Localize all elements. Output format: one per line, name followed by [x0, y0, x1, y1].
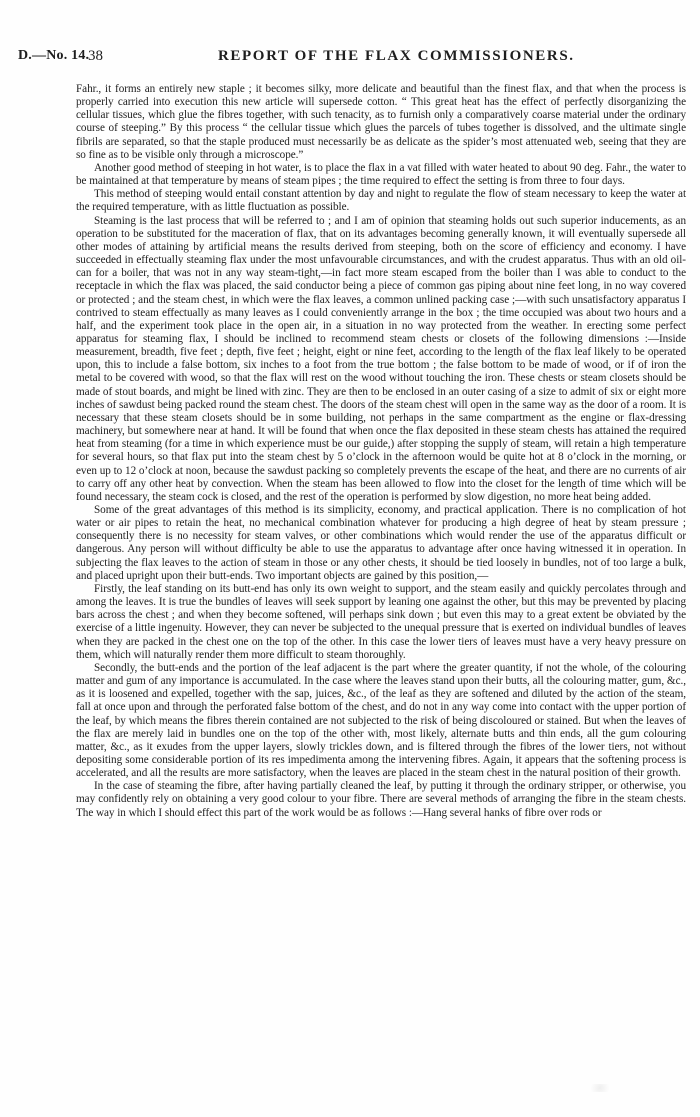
paragraph: In the case of steaming the fibre, after having partially cleaned the leaf, by putting it through the ordinary stripper, or otherwise, you may confidently rely on obtaining a very good colour to your fibre. There are several methods of arranging the fibre in the steam chests. The way in which I should effect this part of the work would be as follows :—Hang several hanks of fibre over rods or — [76, 780, 686, 819]
body-text — [76, 83, 686, 820]
page-number: 38 — [88, 48, 103, 64]
paragraph: Steaming is the last process that will be referred to ; and I am of opinion that steaming holds out such superior inducements, as an operation to be substituted for the maceration of flax, that on its advantages becoming generally known, it will eventually supersede all other modes of attaining by artificial means the results derived from steeping, both on the score of efficiency and economy. I have succeeded in effectually steaming flax under the most unfavourable circumstances, and with the crudest apparatus. Thus with an old oil-can for a boiler, that was not in any way steam-tight,—in fact more steam escaped from the boiler than I was able to conduct to the receptacle in which the flax was placed, the said conductor being a piece of common gas piping about nine feet long, in no way covered or protected ; and the steam chest, in which were the flax leaves, a common unlined packing case ;—with such unsatisfactory apparatus I contrived to steam effectually as many leaves as I could conveniently arrange in the box ; the time occupied was about two hours and a half, and the experiment took place in the open air, in a situation in no way protected from the weather. In erecting some perfect apparatus for steaming flax, I should be inclined to recommend steam chests or closets of the following dimensions :—Inside measurement, breadth, five feet ; depth, five feet ; height, eight or nine feet, according to the length of the flax leaf likely to be operated upon, this to include a false bottom, six inches to a foot from the true bottom ; the false bottom to be made of wood, or if of iron the metal to be covered with wood, so that the flax will rest on the wood without touching the iron. These chests or steam closets should be made of stout boards, and might be lined with zinc. They are then to be enclosed in an outer casing of a size to admit of six or eight more inches of sawdust being packed round the steam chest. The doors of the steam chest will open in the same way as the door of a room. It is necessary that these steam closets should be in some building, not perhaps in the same compartment as the engine or flax-dressing machinery, but somewhere near at hand. It will be found that when once the flax deposited in these steam chests has attained the required heat from steaming (for a time in which experience must be our guide,) after stopping the supply of steam, will retain a high temperature for several hours, so that flax put into the steam chest by 5 o’clock in the afternoon would be quite hot at 8 o’clock in the morning, or even up to 12 o’clock at noon, because the sawdust packing so completely prevents the escape of the heat, and there are no currents of air to carry off any other heat by convection. When the steam has been allowed to flow into the closet for the length of time which will be found necessary, the steam cock is closed, and the rest of the operation is performed by slow digestion, no more heat being added. — [76, 214, 686, 503]
paragraph: This method of steeping would entail constant attention by day and night to regulate the flow of steam necessary to keep the water at the required temperature, with as little fluctuation as possible. — [76, 188, 686, 214]
paragraph: Firstly, the leaf standing on its butt-end has only its own weight to support, and the steam easily and quickly percolates through and among the leaves. It is true the bundles of leaves will seek support by leaning one against the other, but this may be prevented by placing bars across the chest ; and when they become softened, will perhaps sink down ; but even this may to a great extent be obviated by the exercise of a little ingenuity. However, they can never be subjected to the unequal pressure that is exerted on individual bundles of leaves when they are packed in the chest one on the top of the other. In this case the lower tiers of leaves must have a very heavy pressure on them, which will naturally render them more difficult to steam thoroughly. — [76, 582, 686, 661]
paragraph: Another good method of steeping in hot water, is to place the flax in a vat filled with water heated to about 90 deg. Fahr., the water to be maintained at that temperature by means of steam pipes ; the time required to effect the setting is from three to four days. — [76, 161, 686, 188]
running-title: REPORT OF THE FLAX COMMISSIONERS. — [218, 48, 575, 64]
paragraph: Fahr., it forms an entirely new staple ; it becomes silky, more delicate and beautiful than the finest flax, and that when the process is properly carried into execution this new article will supersede cotton. “ This great heat has the effect of perfectly disorganizing the cellular tissues, which glue the fibres together, with such tenacity, as to furnish only a comparatively coarse material under the ordinary course of steeping.” By this process “ the cellular tissue which glues the parcels of tubes together is dissolved, and the ultimate single fibrils are separated, so that the staple produced must necessarily be as delicate as the spider’s most attenuated web, seeing that they are so fine as to be visible only through a microscope.” — [76, 83, 686, 161]
paragraph: Secondly, the butt-ends and the portion of the leaf adjacent is the part where the greater quantity, if not the whole, of the colouring matter and gum of any importance is accumulated. In the case where the leaves stand upon their butts, all the colouring matter, gum, &c., as it is loosened and expelled, together with the sap, juices, &c., of the leaf as they are softened and diluted by the action of the steam, fall at once upon and through the perforated false bottom of the chest, and do not in any way come into contact with the upper portion of the leaf, by which means the fibres therein contained are not subjected to the risk of being discoloured or stained. But when the leaves of the flax are merely laid in bundles one on the top of the other with, most likely, alternate butts and thin ends, all the gum colouring matter, &c., as it exudes from the upper layers, slowly trickles down, and is filtered through the fibres of the lower tiers, not without depositing some considerable portion of its res impedimenta among the intervening fibres. Again, it appears that the softening process is accelerated, and all the results are more satisfactory, when the leaves are placed in the steam chest in the natural position of their growth. — [76, 661, 686, 780]
paragraph: Some of the great advantages of this method is its simplicity, economy, and practical application. There is no complication of hot water or air pipes to retain the heat, no mechanical combination whatever for producing a high degree of heat by steam pressure ; consequently there is no necessity for steam valves, or other combinations which would render the use of the apparatus difficult or dangerous. Any person will without difficulty be able to use the apparatus to advantage after once having witnessed it in operation. In subjecting the flax leaves to the action of steam in those or any other chests, it should be tied loosely in bundles, not of too large a bulk, and placed upright upon their butt-ends. Two important objects are gained by this position,— — [76, 504, 686, 582]
page-header — [18, 48, 682, 68]
paper-speck — [587, 1084, 613, 1092]
document-reference: D.—No. 14. — [18, 48, 90, 63]
